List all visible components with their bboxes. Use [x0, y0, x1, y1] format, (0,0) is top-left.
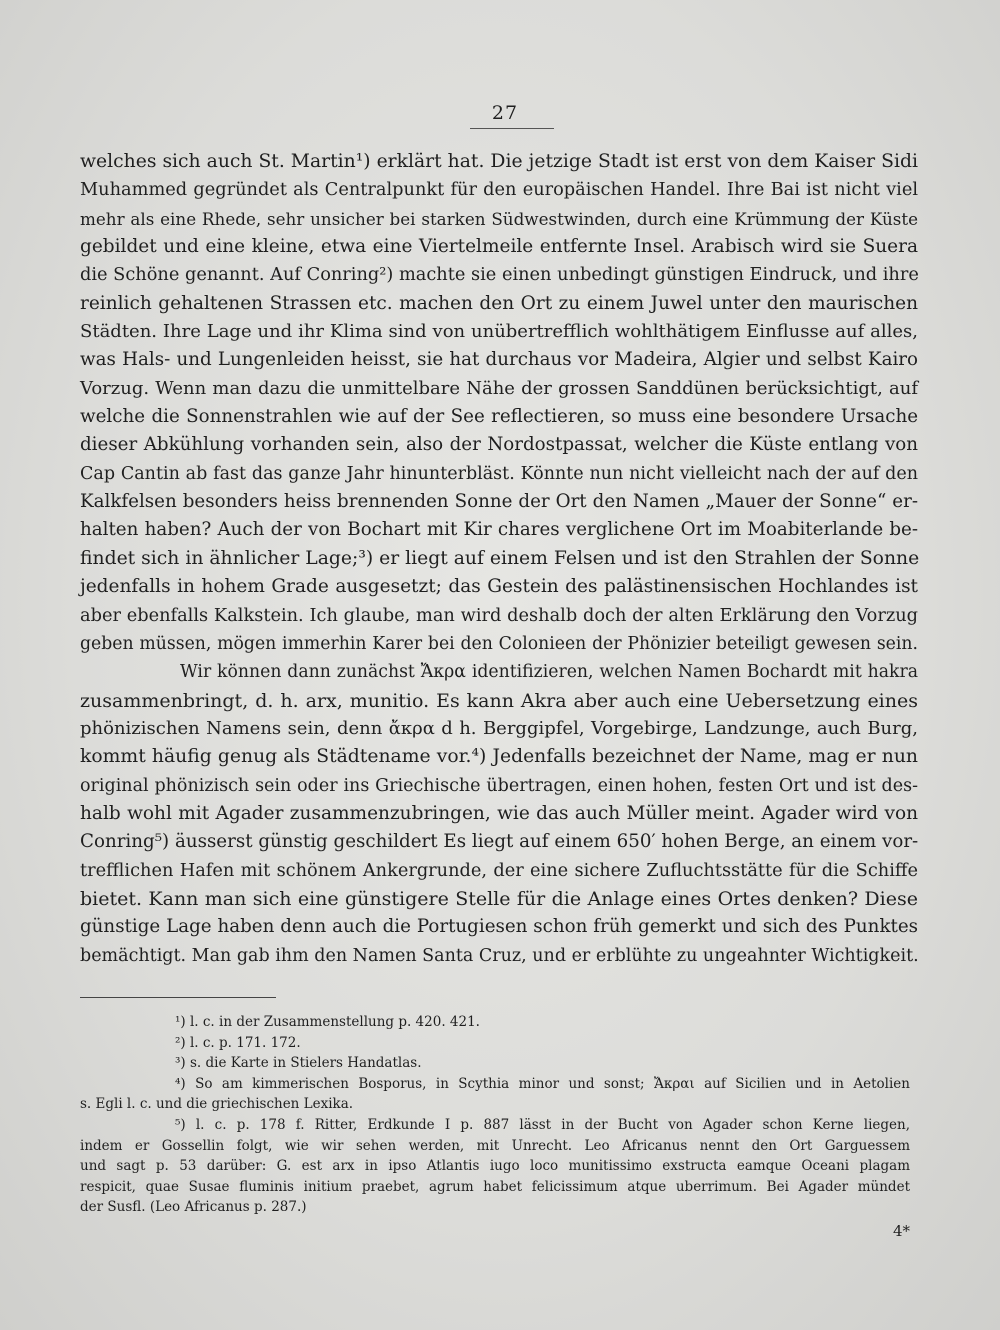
text-line: günstige Lage haben denn auch die Portugiesen schon früh gemerkt und sich des Punktes	[80, 916, 918, 938]
text-line: welche die Sonnenstrahlen wie auf der See reflectieren, so muss eine besondere Ursache	[80, 406, 918, 428]
text-line: Vorzug. Wenn man dazu die unmittelbare Nähe der grossen Sanddünen berücksichtigt, auf	[80, 377, 918, 399]
text-line: geben müssen, mögen immerhin Karer bei den Colonieen der Phönizier beteiligt gewesen sein.	[80, 633, 918, 654]
page-number-rule	[470, 128, 554, 129]
text-line: dieser Abkühlung vorhanden sein, also der Nordostpassat, welcher die Küste entlang von	[80, 434, 918, 456]
page-number: 27	[491, 102, 519, 124]
text-line: gebildet und eine kleine, etwa eine Viertelmeile entfernte Insel. Arabisch wird sie Suera	[80, 236, 918, 258]
text-line: halten haben? Auch der von Bochart mit Kir chares verglichene Ort im Moabiterlande be-	[80, 519, 918, 541]
text-line: jedenfalls in hohem Grade ausgesetzt; das Gestein des palästinensischen Hochlandes ist	[80, 576, 918, 598]
text-line: aber ebenfalls Kalkstein. Ich glaube, man wird deshalb doch der alten Erklärung den Vorzug	[80, 605, 918, 626]
footnote-line: indem er Gossellin folgt, wie wir sehen werden, mit Unrecht. Leo Africanus nennt den Ort Garguessem	[80, 1137, 910, 1154]
text-line: kommt häufig genug als Städtename vor.⁴) Jedenfalls bezeichnet der Name, mag er nun	[80, 746, 918, 768]
text-line: reinlich gehaltenen Strassen etc. machen den Ort zu einem Juwel unter den maurischen	[80, 292, 918, 314]
text-line: halb wohl mit Agader zusammenzubringen, wie das auch Müller meint. Agader wird von	[80, 802, 918, 824]
footnotes	[80, 1012, 910, 1218]
text-line: bietet. Kann man sich eine günstigere Stelle für die Anlage eines Ortes denken? Diese	[80, 887, 918, 910]
footnote-line: ⁴) So am kimmerischen Bosporus, in Scythia minor und sonst; Ἄκραι auf Sicilien und in Aetolien	[175, 1075, 910, 1092]
footnote-line: ³) s. die Karte in Stielers Handatlas.	[175, 1055, 422, 1072]
text-line: mehr als eine Rhede, sehr unsicher bei starken Südwestwinden, durch eine Krümmung der Küste	[80, 208, 918, 229]
footnote-line: und sagt p. 53 darüber: G. est arx in ipso Atlantis iugo loco munitissimo exstructa eamque Oceani plagam	[80, 1158, 910, 1175]
text-line: Muhammed gegründet als Centralpunkt für den europäischen Handel. Ihre Bai ist nicht viel	[80, 180, 918, 201]
text-line: Conring⁵) äusserst günstig geschildert Es liegt auf einem 650′ hohen Berge, an einem vor-	[80, 831, 919, 853]
paragraph-start-line: Wir können dann zunächst Ἄκρα identifizieren, welchen Namen Bochardt mit hakra	[180, 662, 918, 683]
text-line: welches sich auch St. Martin¹) erklärt hat. Die jetzige Stadt ist erst von dem Kaiser Sidi	[80, 151, 918, 172]
footnote-rule	[80, 997, 276, 998]
text-line: Cap Cantin ab fast das ganze Jahr hinunterbläst. Könnte nun nicht vielleicht nach der auf den	[80, 463, 918, 484]
text-line: trefflichen Hafen mit schönem Ankergrunde, der eine sichere Zufluchtsstätte für die Schiffe	[80, 860, 918, 881]
text-line: original phönizisch sein oder ins Griechische übertragen, einen hohen, festen Ort und ist des-	[80, 775, 918, 796]
footnote-line: ²) l. c. p. 171. 172.	[175, 1034, 301, 1051]
text-line: was Hals- und Lungenleiden heisst, sie hat durchaus vor Madeira, Algier und selbst Kairo	[80, 349, 918, 371]
footnote-line: der Susfl. (Leo Africanus p. 287.)	[80, 1199, 307, 1216]
footnote-line: s. Egli l. c. und die griechischen Lexika.	[80, 1096, 354, 1113]
text-line: zusammenbringt, d. h. arx, munitio. Es kann Akra aber auch eine Uebersetzung eines	[80, 689, 918, 712]
text-line: die Schöne genannt. Auf Conring²) machte sie einen unbedingt günstigen Eindruck, und ihre	[80, 265, 919, 286]
text-line: phönizischen Namens sein, denn ἄκρα d h. Berggipfel, Vorgebirge, Landzunge, auch Burg,	[80, 717, 918, 739]
footnote-line: respicit, quae Susae fluminis initium praebet, agrum habet felicissimum atque uberrimum. Bei Agader mündet	[80, 1178, 910, 1195]
body-text	[80, 148, 918, 970]
text-line: Städten. Ihre Lage und ihr Klima sind von unübertrefflich wohlthätigem Einflusse auf alles,	[80, 321, 918, 343]
text-line: findet sich in ähnlicher Lage;³) er liegt auf einem Felsen und ist den Strahlen der Sonne	[80, 547, 920, 569]
text-line: bemächtigt. Man gab ihm den Namen Santa Cruz, und er erblühte zu ungeahnter Wichtigkeit.	[80, 945, 919, 966]
text-line: Kalkfelsen besonders heiss brennenden Sonne der Ort den Namen „Mauer der Sonne“ er-	[80, 491, 918, 513]
signature-mark: 4*	[892, 1222, 910, 1240]
footnote-line: ¹) l. c. in der Zusammenstellung p. 420. 421.	[175, 1014, 480, 1030]
footnote-line: ⁵) l. c. p. 178 f. Ritter, Erdkunde I p. 887 lässt in der Bucht von Agader schon Kerne liegen,	[175, 1116, 910, 1133]
